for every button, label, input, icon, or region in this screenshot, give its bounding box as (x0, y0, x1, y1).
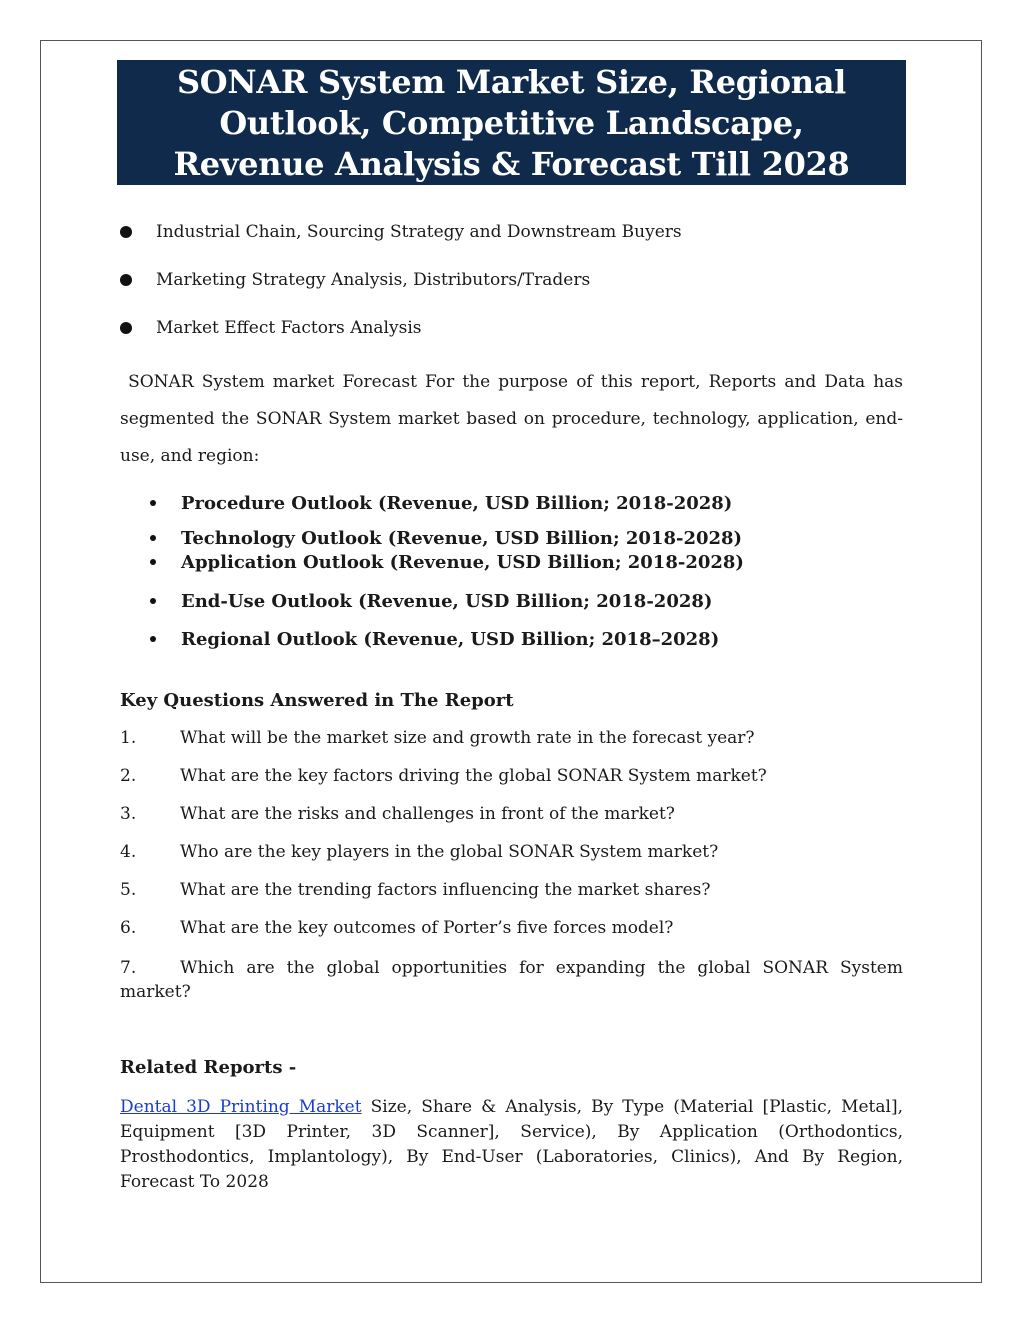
outlook-text: Regional Outlook (Revenue, USD Billion; 2018–2028) (181, 628, 720, 650)
question-number: 4. (120, 842, 137, 862)
outlook-text: Technology Outlook (Revenue, USD Billion; 2018-2028) (181, 527, 743, 549)
title-line-1: SONAR System Market Size, Regional (177, 63, 846, 101)
question-item (120, 842, 903, 880)
list-item (150, 627, 850, 651)
list-item (120, 220, 900, 244)
question-item (120, 918, 903, 956)
question-text: What are the key factors driving the global SONAR System market? (180, 766, 767, 786)
bullet-dot-icon (150, 559, 156, 565)
related-report-link[interactable]: Dental 3D Printing Market (120, 1097, 362, 1117)
related-reports-heading: Related Reports - (120, 1057, 297, 1078)
list-item (120, 268, 900, 292)
question-text: Who are the key players in the global SONAR System market? (180, 842, 719, 862)
bullet-dot-icon (120, 322, 132, 334)
question-number: 6. (120, 918, 137, 938)
question-number: 1. (120, 728, 137, 748)
bullet-dot-icon (150, 598, 156, 604)
bullet-text: Marketing Strategy Analysis, Distributors/Traders (156, 270, 591, 290)
question-item (120, 956, 903, 1004)
question-item (120, 728, 903, 766)
list-item (150, 589, 850, 613)
bullet-dot-icon (150, 535, 156, 541)
bullet-text: Market Effect Factors Analysis (156, 318, 422, 338)
question-number: 3. (120, 804, 137, 824)
bullet-dot-icon (120, 274, 132, 286)
bullet-dot-icon (150, 636, 156, 642)
bullet-dot-icon (150, 500, 156, 506)
outlook-text: End-Use Outlook (Revenue, USD Billion; 2018-2028) (181, 590, 713, 612)
question-text: What are the risks and challenges in front of the market? (180, 804, 675, 824)
intro-paragraph (120, 364, 903, 475)
question-item (120, 880, 903, 918)
intro-text: SONAR System market Forecast For the purpose of this report, Reports and Data has segmented the SONAR System market based on procedure, technology, application, end-use, and region: (120, 372, 904, 466)
bullet-text: Industrial Chain, Sourcing Strategy and Downstream Buyers (156, 222, 682, 242)
key-questions-list (120, 728, 903, 1004)
list-item (150, 488, 850, 518)
question-text: What are the trending factors influencing the market shares? (180, 880, 711, 900)
segment-outlook-list (150, 488, 850, 651)
question-text: What will be the market size and growth rate in the forecast year? (180, 728, 755, 748)
question-text: What are the key outcomes of Porter’s five forces model? (180, 918, 674, 938)
report-title-banner (117, 60, 906, 185)
question-text-continued: market? (120, 982, 191, 1002)
list-item (120, 316, 900, 340)
question-item (120, 766, 903, 804)
outlook-text: Procedure Outlook (Revenue, USD Billion; 2018-2028) (181, 492, 733, 514)
question-number: 2. (120, 766, 137, 786)
list-item (150, 550, 850, 574)
question-number: 5. (120, 880, 137, 900)
related-report-paragraph (120, 1095, 903, 1195)
question-number: 7. (120, 958, 137, 978)
title-line-2: Outlook, Competitive Landscape, (219, 104, 804, 142)
related-report-description: Size, Share & Analysis, By Type (Material [Plastic, Metal], Equipment [3D Printer, 3D Scanner], Service), By Application (Orthodontics, Prosthodontics, Implantology), By End-User (Laboratories, Clinics), And By Region, Forecast To 2028 (120, 1097, 903, 1192)
question-text: Which are the global opportunities for expanding the global SONAR System (180, 958, 903, 978)
key-questions-heading: Key Questions Answered in The Report (120, 690, 514, 711)
bullet-dot-icon (120, 226, 132, 238)
outlook-text: Application Outlook (Revenue, USD Billion; 2018-2028) (181, 551, 744, 573)
list-item (150, 526, 850, 550)
title-line-3: Revenue Analysis & Forecast Till 2028 (173, 145, 850, 183)
question-item (120, 804, 903, 842)
feature-bullet-list (120, 220, 900, 364)
